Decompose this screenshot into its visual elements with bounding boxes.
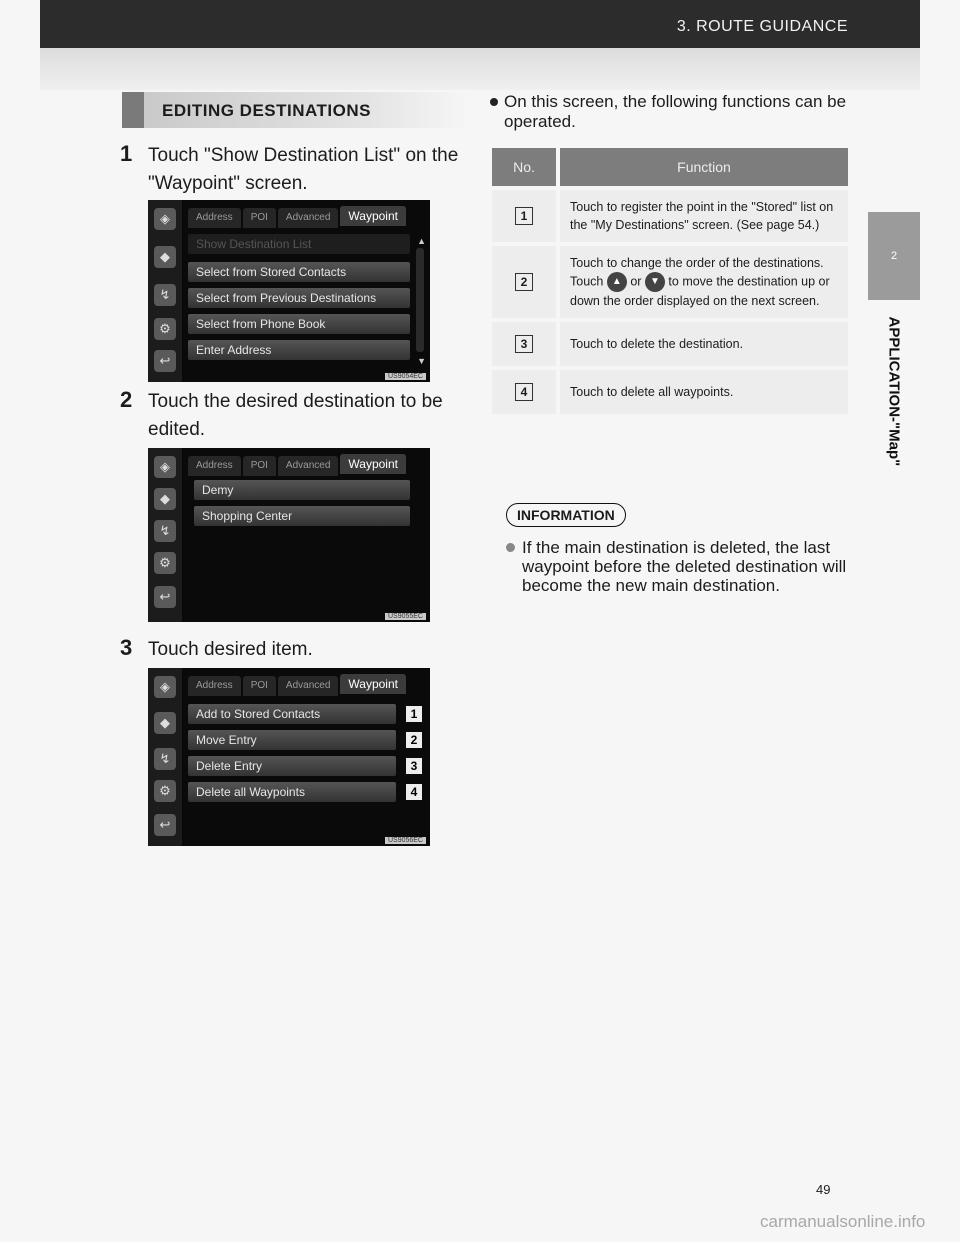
side-icon-column xyxy=(148,448,182,622)
row-function: Touch to change the order of the destinations. Touch ▲ or ▼ to move the destination up or down the order displayed on the next screen. xyxy=(560,244,848,320)
route-icon: ↯ xyxy=(154,284,176,306)
row-function: Touch to register the point in the "Stored" list on the "My Destinations" screen. (See page 54.) xyxy=(560,188,848,244)
tab-poi[interactable]: POI xyxy=(243,208,276,228)
header-bar xyxy=(40,0,920,48)
step-text: Touch the desired destination to be edited. xyxy=(148,391,443,440)
tab-poi[interactable]: POI xyxy=(243,456,276,476)
tab-address[interactable]: Address xyxy=(188,456,241,476)
move-entry-button[interactable]: Move Entry xyxy=(188,730,396,750)
step-number: 1 xyxy=(120,141,133,166)
scroll-up-icon[interactable]: ▲ xyxy=(417,236,426,246)
page-number: 49 xyxy=(816,1182,831,1197)
menu-phone-book[interactable]: Select from Phone Book xyxy=(188,314,410,334)
tab-advanced[interactable]: Advanced xyxy=(278,456,338,476)
add-to-stored-contacts-button[interactable]: Add to Stored Contacts xyxy=(188,704,396,724)
step-number: 2 xyxy=(120,387,133,412)
delete-entry-button[interactable]: Delete Entry xyxy=(188,756,396,776)
chapter-label xyxy=(872,310,912,490)
intro-text-content: On this screen, the following functions can be operated. xyxy=(504,92,847,131)
information-text-content: If the main destination is deleted, the last waypoint before the deleted destination will become the new main destination. xyxy=(522,538,847,595)
step-text: Touch desired item. xyxy=(148,639,313,660)
destination-item[interactable]: Shopping Center xyxy=(194,506,410,526)
callout-4: 4 xyxy=(406,784,422,800)
step-text: Touch "Show Destination List" on the "Waypoint" screen. xyxy=(148,145,459,194)
table-row xyxy=(492,320,848,368)
information-text xyxy=(522,538,848,595)
step-1 xyxy=(120,141,470,198)
tab-address[interactable]: Address xyxy=(188,676,241,696)
information-label: INFORMATION xyxy=(506,503,626,527)
map-icon: ◈ xyxy=(154,208,176,230)
chapter-label-text: APPLICATION-"Map" xyxy=(885,316,903,467)
step-number: 3 xyxy=(120,635,133,660)
settings-icon: ⚙ xyxy=(154,552,176,574)
menu-enter-address[interactable]: Enter Address xyxy=(188,340,410,360)
figure-code: US9055EC xyxy=(385,613,426,620)
section-title: 3. ROUTE GUIDANCE xyxy=(676,18,848,35)
tab-poi[interactable]: POI xyxy=(243,676,276,696)
step-3 xyxy=(120,635,470,664)
delete-all-waypoints-button[interactable]: Delete all Waypoints xyxy=(188,782,396,802)
back-icon[interactable]: ↩ xyxy=(154,814,176,836)
map-icon: ◈ xyxy=(154,676,176,698)
screenshot-edit-options xyxy=(148,668,430,846)
table-row xyxy=(492,244,848,320)
row-function: Touch to delete the destination. xyxy=(560,320,848,368)
watermark: carmanualsonline.info xyxy=(760,1212,926,1231)
tab-bar xyxy=(188,454,424,476)
menu-previous-destinations[interactable]: Select from Previous Destinations xyxy=(188,288,410,308)
callout-2: 2 xyxy=(406,732,422,748)
screenshot-destination-list xyxy=(148,448,430,622)
bullet xyxy=(506,543,515,552)
side-icon-column xyxy=(148,668,182,846)
route-icon: ↯ xyxy=(154,520,176,542)
row-function: Touch to delete all waypoints. xyxy=(560,368,848,414)
back-icon[interactable]: ↩ xyxy=(154,586,176,608)
col-header-no: No. xyxy=(492,148,556,188)
table-row xyxy=(492,368,848,414)
table-header-row xyxy=(492,148,848,188)
row-number: 4 xyxy=(492,368,556,414)
settings-icon: ⚙ xyxy=(154,780,176,802)
row-number: 3 xyxy=(492,320,556,368)
arrow-down-icon: ▼ xyxy=(645,272,665,292)
destination-item[interactable]: Demy xyxy=(194,480,410,500)
tab-waypoint[interactable]: Waypoint xyxy=(340,674,406,694)
chapter-tab: 2 xyxy=(868,212,920,300)
tab-waypoint[interactable]: Waypoint xyxy=(340,454,406,474)
scrollbar[interactable] xyxy=(416,248,424,352)
arrow-up-icon: ▲ xyxy=(607,272,627,292)
tab-advanced[interactable]: Advanced xyxy=(278,676,338,696)
step-2 xyxy=(120,387,470,444)
heading-text: EDITING DESTINATIONS xyxy=(162,101,371,120)
tab-advanced[interactable]: Advanced xyxy=(278,208,338,228)
dest-icon: ◆ xyxy=(154,246,176,268)
back-icon[interactable]: ↩ xyxy=(154,350,176,372)
route-icon: ↯ xyxy=(154,748,176,770)
intro-text xyxy=(504,92,854,132)
section-heading xyxy=(122,92,470,128)
table-row xyxy=(492,188,848,244)
header-shade xyxy=(40,48,920,90)
dest-icon: ◆ xyxy=(154,712,176,734)
tab-bar xyxy=(188,674,424,696)
dest-icon: ◆ xyxy=(154,488,176,510)
side-icon-column xyxy=(148,200,182,382)
row-number: 2 xyxy=(492,244,556,320)
menu-stored-contacts[interactable]: Select from Stored Contacts xyxy=(188,262,410,282)
scroll-down-icon[interactable]: ▼ xyxy=(417,356,426,366)
map-icon: ◈ xyxy=(154,456,176,478)
figure-code: US9056EC xyxy=(385,837,426,844)
figure-code: US9054EC xyxy=(385,373,426,380)
function-table xyxy=(492,148,848,414)
callout-3: 3 xyxy=(406,758,422,774)
row-number: 1 xyxy=(492,188,556,244)
tab-address[interactable]: Address xyxy=(188,208,241,228)
settings-icon: ⚙ xyxy=(154,318,176,340)
menu-show-destination-list[interactable]: Show Destination List xyxy=(188,234,410,254)
col-header-function: Function xyxy=(560,148,848,188)
heading-marker xyxy=(122,92,144,128)
bullet xyxy=(490,98,498,106)
tab-bar xyxy=(188,206,424,228)
tab-waypoint[interactable]: Waypoint xyxy=(340,206,406,226)
callout-1: 1 xyxy=(406,706,422,722)
screenshot-waypoint-menu xyxy=(148,200,430,382)
